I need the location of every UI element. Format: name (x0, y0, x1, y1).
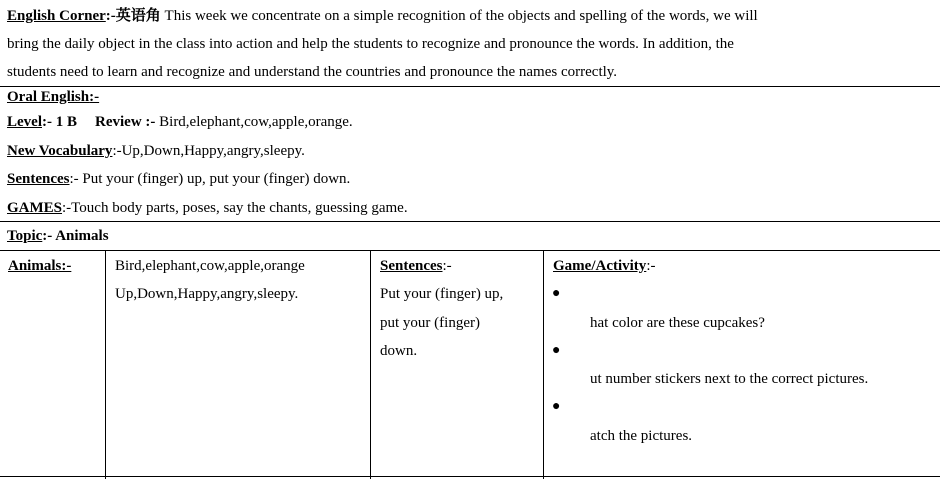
table-sentences-sep: :- (442, 258, 452, 274)
sentence-line-3: down. (380, 343, 418, 359)
topic-value: :- Animals (42, 228, 109, 244)
table-top-border (0, 250, 940, 251)
table-col-divider-3 (543, 250, 544, 479)
vocab-value: :-Up,Down,Happy,angry,sleepy. (112, 143, 305, 159)
level-label: Level (7, 114, 42, 130)
sentences-label: Sentences (7, 171, 70, 187)
table-bottom-border (0, 476, 940, 477)
oral-english-heading (7, 87, 99, 107)
divider-1 (0, 86, 940, 87)
table-sentences-heading (380, 256, 452, 276)
bullet-1-icon: ● (552, 286, 561, 301)
sentence-line-2: put your (finger) (380, 315, 480, 331)
game-activity-label: Game/Activity (553, 258, 647, 274)
game-activity-heading (553, 256, 655, 276)
table-col-divider-1 (105, 250, 106, 479)
topic-line (7, 226, 109, 246)
intro-text-1: This week we concentrate on a simple recognition of the objects and spelling of the words, we will (160, 8, 758, 24)
animals-label: Animals:- (8, 258, 72, 274)
level-value: :- 1 B (42, 114, 77, 130)
intro-line-2: bring the daily object in the class into action and help the students to recognize and pronounce the words. In addition, the (7, 36, 734, 52)
table-col-divider-2 (370, 250, 371, 479)
games-value: :-Touch body parts, poses, say the chants, guessing game. (62, 200, 408, 216)
games-line (7, 198, 408, 218)
intro-line-1 (7, 5, 758, 26)
words-line-1: Bird,elephant,cow,apple,orange (115, 258, 305, 274)
oral-english-sep: :- (89, 89, 100, 105)
table-sentences-label: Sentences (380, 258, 443, 274)
activity-item-3: atch the pictures. (590, 428, 693, 444)
game-activity-sep: :- (646, 258, 656, 274)
english-corner-chinese: 英语角 (115, 6, 161, 24)
oral-english-label: Oral English (7, 89, 90, 105)
sentence-line-1: Put your (finger) up, (380, 286, 504, 302)
intro-line-3: students need to learn and recognize and understand the countries and pronounce the names correctly. (7, 64, 618, 80)
topic-label: Topic (7, 228, 43, 244)
words-line-2: Up,Down,Happy,angry,sleepy. (115, 286, 299, 302)
sentences-line (7, 169, 350, 189)
bullet-2-icon: ● (552, 343, 561, 358)
review-value: Bird,elephant,cow,apple,orange. (155, 114, 353, 130)
bullet-3-icon: ● (552, 399, 561, 414)
english-corner-title: English Corner (7, 8, 106, 24)
activity-item-1: hat color are these cupcakes? (590, 315, 765, 331)
sentences-value: :- Put your (finger) up, put your (finger) down. (69, 171, 351, 187)
english-corner-sep: :- (105, 8, 116, 24)
vocab-line (7, 141, 305, 161)
divider-2 (0, 221, 940, 222)
games-label: GAMES (7, 200, 63, 216)
vocab-label: New Vocabulary (7, 143, 113, 159)
level-line (7, 112, 353, 132)
review-label: Review :- (95, 114, 156, 130)
activity-item-2: ut number stickers next to the correct pictures. (590, 371, 869, 387)
